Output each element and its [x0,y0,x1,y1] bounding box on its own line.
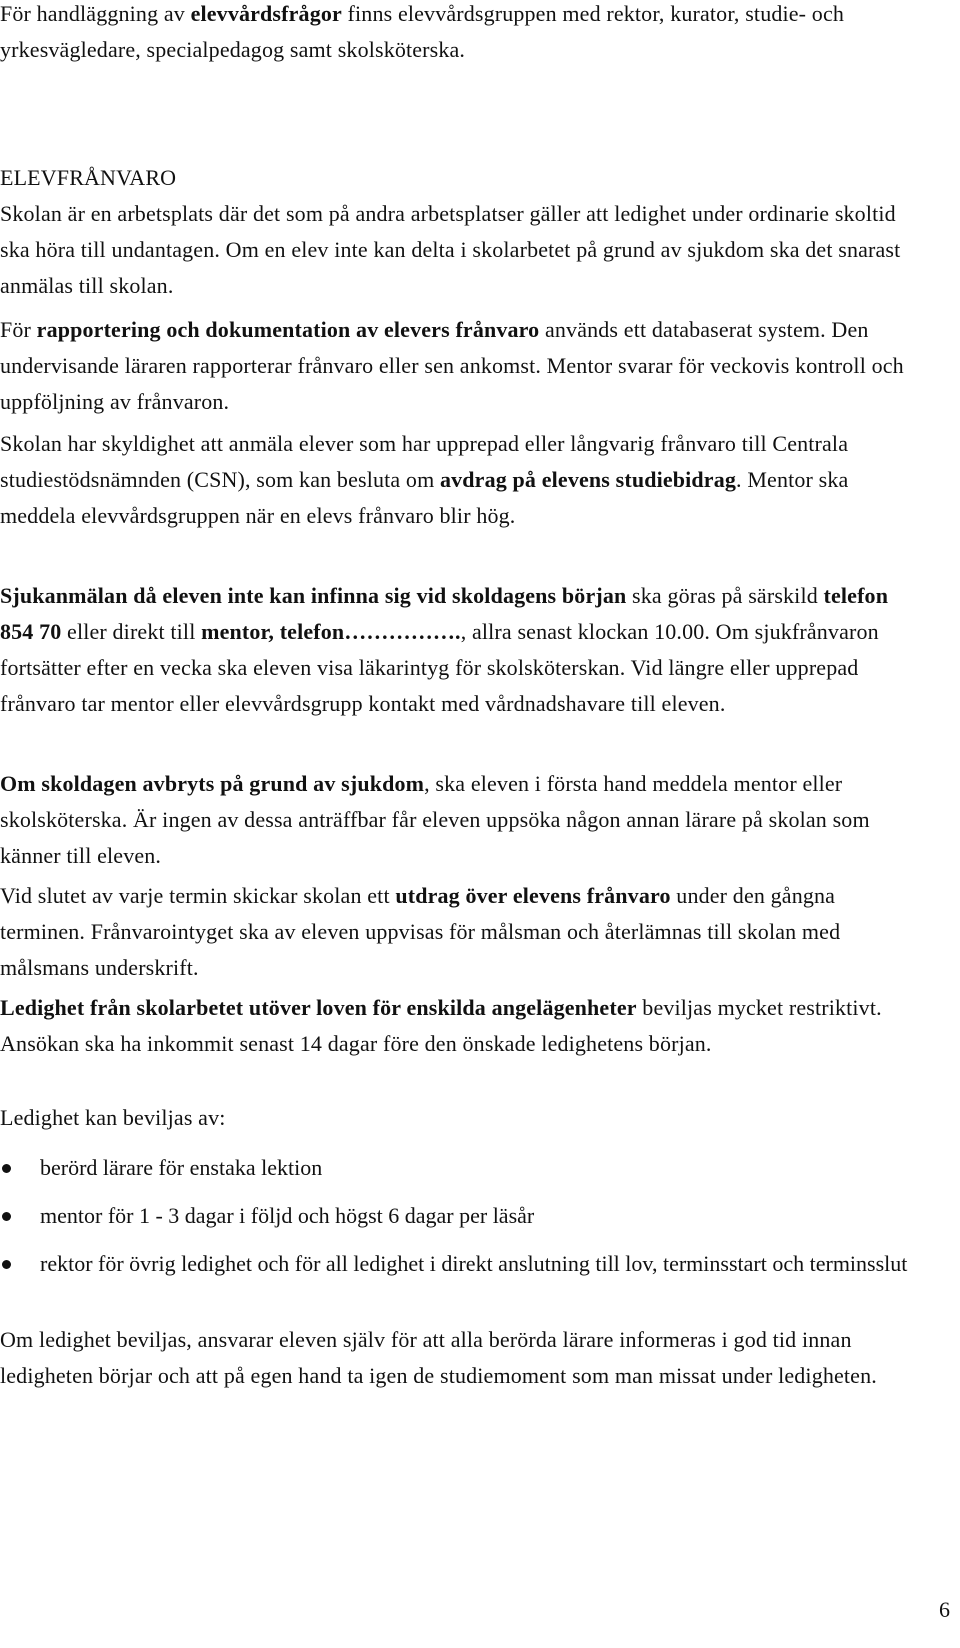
bold-term: utdrag över elevens frånvaro [395,883,671,908]
paragraph-4: Sjukanmälan då eleven inte kan infinna sig vid skoldagens början ska göras på särskild telefon 854 70 eller direkt till mentor, telefon……………., allra senast klockan 10.00. Om sjukfrånvaron fortsätter efter en vecka ska eleven visa läkarintyg för skolsköterskan. Vid längre eller upprepad frånvaro tar mentor eller elevvårdsgrupp kontakt med vårdnadshavare till eleven. [0,583,889,716]
bold-term: mentor, telefon……………. [201,619,461,644]
paragraph-2: För rapportering och dokumentation av elevers frånvaro används ett databaserat system. Den undervisande läraren rapporterar frånvaro eller sen ankomst. Mentor svarar för veckovis kontroll och uppföljning av frånvaron. [0,317,904,414]
intro-paragraph: För handläggning av elevvårdsfrågor finns elevvårdsgruppen med rektor, kurator, studie- och yrkesvägledare, specialpedagog samt skolsköterska. [0,1,845,62]
bold-term: elevvårdsfrågor [190,1,342,26]
bold-term: Om skoldagen avbryts på grund av sjukdom [0,771,425,796]
paragraph-1: Skolan är en arbetsplats där det som på andra arbetsplatser gäller att ledighet under ordinarie skoltid ska höra till undantagen. Om en elev inte kan delta i skolarbetet på grund av sjukdom ska det snarast anmälas till skolan. [0,201,901,298]
paragraph-8: Ledighet kan beviljas av: [0,1105,226,1130]
bullet-icon [2,1164,11,1173]
paragraph-9: Om ledighet beviljas, ansvarar eleven själv för att alla berörda lärare informeras i god tid innan ledigheten börjar och att på egen hand ta igen de studiemoment som man missat under ledigheten. [0,1327,877,1388]
bold-term: rapportering och dokumentation av elevers frånvaro [36,317,540,342]
bold-term: avdrag på elevens studiebidrag [440,467,737,492]
section-heading: ELEVFRÅNVARO [0,165,177,190]
page-number: 6 [939,1597,950,1622]
bullet-icon [2,1212,11,1221]
paragraph-6: Vid slutet av varje termin skickar skolan ett utdrag över elevens frånvaro under den gångna terminen. Frånvarointyget ska av eleven uppvisas för målsman och återlämnas till skolan med målsmans underskrift. [0,883,841,980]
document-page: För handläggning av elevvårdsfrågor finns elevvårdsgruppen med rektor, kurator, studie- och yrkesvägledare, specialpedagog samt skolsköterska. ELEVFRÅNVARO Skolan är en arbetsplats där det som på andra arbetsplatser gäller att ledighet under ordinarie skoltid ska höra till undantagen. Om en elev inte kan delta i skolarbetet på grund av sjukdom ska det snarast anmälas till skolan. För rapportering och dokumentation av elevers frånvaro används ett databaserat system. Den undervisande läraren rapporterar frånvaro eller sen ankomst. Mentor svarar för veckovis kontroll och uppföljning av frånvaron. Skolan har skyldighet att anmäla elever som har upprepad eller långvarig frånvaro till Centrala studiestödsnämnden (CSN), som kan besluta om avdrag på elevens studiebidrag. Mentor ska meddela elevvårdsgruppen när en elevs frånvaro blir hög. Sjukanmälan då eleven inte kan infinna sig vid skoldagens början ska göras på särskild telefon 854 70 eller direkt till mentor, telefon……………., allra senast klockan 10.00. Om sjukfrånvaron fortsätter efter en vecka ska eleven visa läkarintyg för skolsköterskan. Vid längre eller upprepad frånvaro tar mentor eller elevvårdsgrupp kontakt med vårdnadshavare till eleven. Om skoldagen avbryts på grund av sjukdom, ska eleven i första hand meddela mentor eller skolsköterska. Är ingen av dessa anträffbar får eleven uppsöka någon annan lärare på skolan som känner till eleven. Vid slutet av varje termin skickar skolan ett utdrag över elevens frånvaro under den gångna terminen. Frånvarointyget ska av eleven uppvisas för målsman och återlämnas till skolan med målsmans underskrift. Ledighet från skolarbetet utöver loven för enskilda angelägenheter beviljas mycket restriktivt. Ansökan ska ha inkommit senast 14 dagar före den önskade ledighetens början. Ledighet kan beviljas av: berörd lärare för enstaka lektion mentor för 1 - 3 dagar i följd och högst 6 dagar per läsår rektor för övrig ledighet och för all ledighet i direkt anslutning till lov, terminsstart och terminsslut Om ledighet beviljas, ansvarar eleven själv för att alla berörda lärare informeras i god tid innan ledigheten börjar och att på egen hand ta igen de studiemoment som man missat under ledigheten. 6 [0,0,960,1648]
bullet-icon [2,1260,11,1269]
paragraph-7: Ledighet från skolarbetet utöver loven för enskilda angelägenheter beviljas mycket restriktivt. Ansökan ska ha inkommit senast 14 dagar före den önskade ledighetens början. [0,995,882,1056]
bold-term: telefon 854 70 [0,583,889,644]
bold-term: Ledighet från skolarbetet utöver loven för enskilda angelägenheter [0,995,637,1020]
bold-term: Sjukanmälan då eleven inte kan infinna sig vid skoldagens början [0,583,627,608]
paragraph-5: Om skoldagen avbryts på grund av sjukdom, ska eleven i första hand meddela mentor eller skolsköterska. Är ingen av dessa anträffbar får eleven uppsöka någon annan lärare på skolan som känner till eleven. [0,771,870,868]
paragraph-3: Skolan har skyldighet att anmäla elever som har upprepad eller långvarig frånvaro till Centrala studiestödsnämnden (CSN), som kan besluta om avdrag på elevens studiebidrag. Mentor ska meddela elevvårdsgruppen när en elevs frånvaro blir hög. [0,431,849,528]
